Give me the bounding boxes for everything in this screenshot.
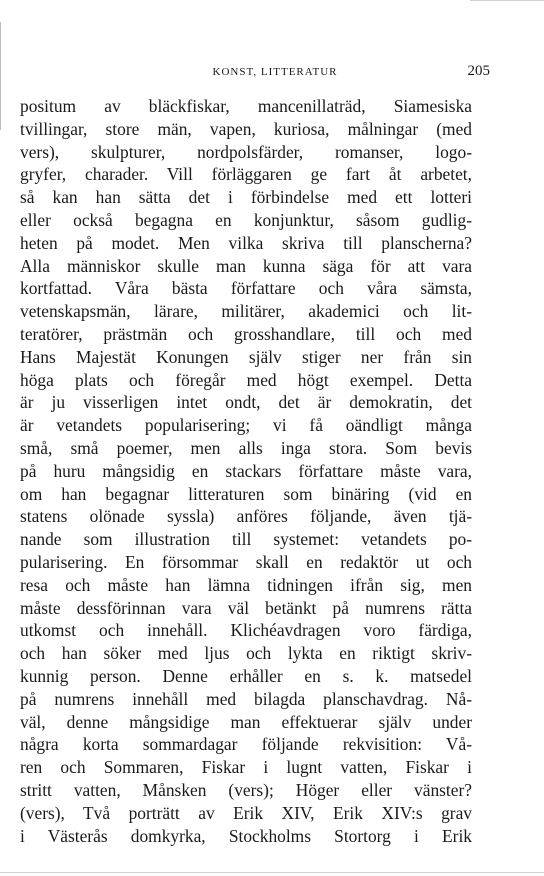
page-number: 205 xyxy=(467,63,490,79)
text-line: är vetandets popularisering; vi få oändligt många xyxy=(20,415,472,436)
text-line: eller också begagna en konjunktur, såsom gudlig- xyxy=(20,209,472,230)
text-line: stritt vatten, Månsken (vers); Höger eller vänster? xyxy=(20,779,472,800)
text-line: tvillingar, store män, vapen, kuriosa, målningar (med xyxy=(20,118,472,139)
text-line: nande som illustration till systemet: vetandets po- xyxy=(20,529,472,550)
text-line: Hans Majestät Konungen själv stiger ner från sin xyxy=(20,346,472,367)
text-line: ren och Sommaren, Fiskar i lugnt vatten, Fiskar i xyxy=(20,757,472,778)
text-line: små, små poemer, men alls inga stora. Som bevis xyxy=(20,437,472,458)
text-line: höga plats och föregår med högt exempel. Detta xyxy=(20,369,472,390)
text-line: teratörer, prästmän och grosshandlare, till och med xyxy=(20,323,472,344)
text-line: utkomst och innehåll. Klichéavdragen voro färdiga, xyxy=(20,620,472,641)
text-line: vers), skulpturer, nordpolsfärder, romanser, logo- xyxy=(20,141,472,162)
text-line: gryfer, charader. Vill förläggaren ge fart åt arbetet, xyxy=(20,164,472,185)
page-header xyxy=(20,63,490,81)
text-line: vetenskapsmän, lärare, militärer, akademici och lit- xyxy=(20,301,472,322)
text-line: Alla människor skulle man kunna säga för att vara xyxy=(20,255,472,276)
text-line: är ju visserligen intet ondt, det är demokratin, det xyxy=(20,392,472,413)
text-line: statens olönade syssla) anföres följande, även tjä- xyxy=(20,506,472,527)
text-line: positum av bläckfiskar, mancenillaträd, Siamesiska xyxy=(20,96,472,116)
page-edge-top xyxy=(470,0,544,1)
running-head: KONST, LITTERATUR xyxy=(212,66,338,78)
text-line: om han begagnar litteraturen som binäring (vid en xyxy=(20,483,472,504)
page-edge-left xyxy=(0,22,1,130)
text-line: så kan han sätta det i förbindelse med ett lotteri xyxy=(20,187,472,208)
text-line: måste dessförinnan vara väl betänkt på numrens rätta xyxy=(20,597,472,618)
text-line: i Västerås domkyrka, Stockholms Stortorg i Erik xyxy=(20,825,472,846)
text-line: pularisering. En försommar skall en redaktör ut och xyxy=(20,551,472,572)
page-edge-bottom xyxy=(0,872,544,873)
text-line: på numrens innehåll med bilagda planschavdrag. Nå- xyxy=(20,688,472,709)
text-line: heten på modet. Men vilka skriva till planscherna? xyxy=(20,232,472,253)
text-line: några korta sommardagar följande rekvisition: Vå- xyxy=(20,734,472,755)
text-line: på huru mångsidig en stackars författare måste vara, xyxy=(20,460,472,481)
text-line: resa och måste han lämna tidningen ifrån sig, men xyxy=(20,574,472,595)
text-line: väl, denne mångsidige man effektuerar själv under xyxy=(20,711,472,732)
body-text xyxy=(20,95,472,847)
text-line: kunnig person. Denne erhåller en s. k. matsedel xyxy=(20,665,472,686)
text-line: och han söker med ljus och lykta en riktigt skriv- xyxy=(20,643,472,664)
text-line: kortfattad. Våra bästa författare och våra sämsta, xyxy=(20,278,472,299)
text-line: (vers), Två porträtt av Erik XIV, Erik XIV:s grav xyxy=(20,802,472,823)
